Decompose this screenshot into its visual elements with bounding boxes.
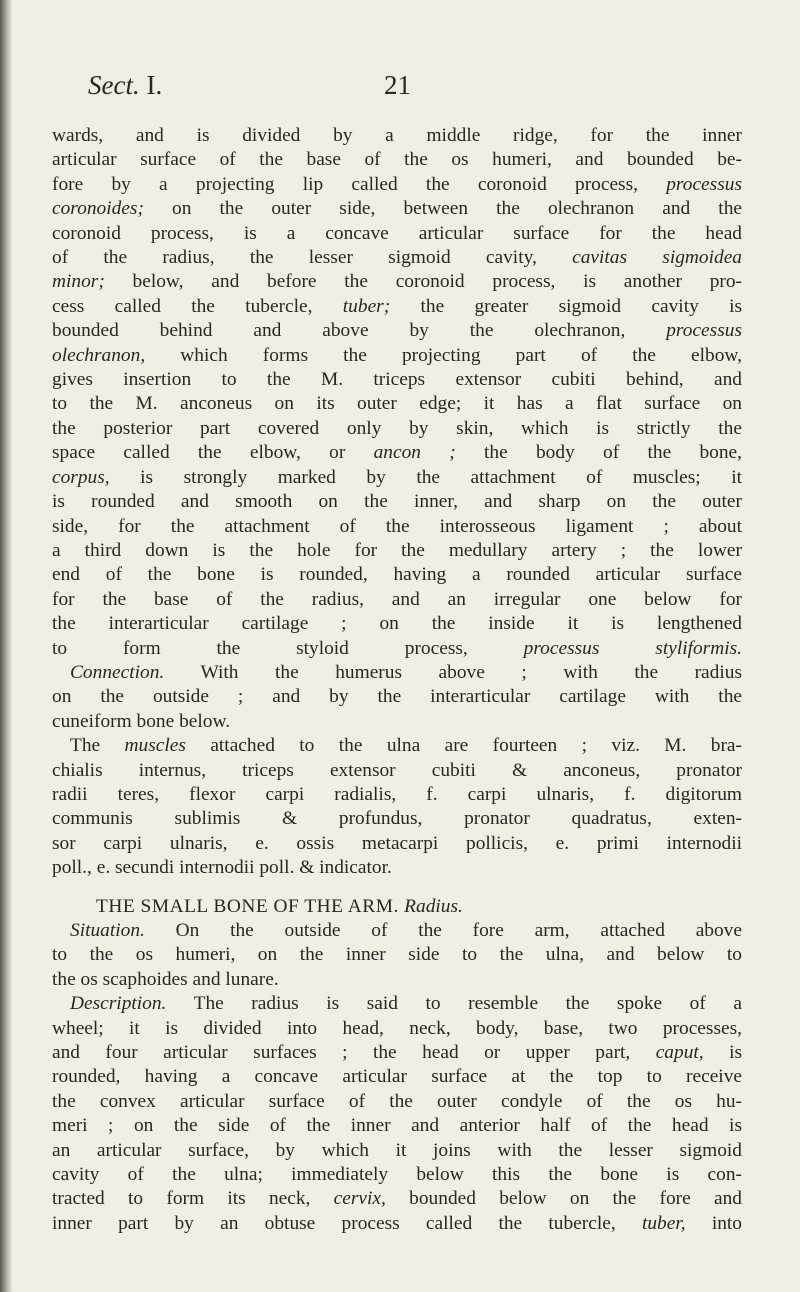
text-run: the body of the bone,: [455, 442, 743, 464]
text-line: [52, 515, 742, 539]
paragraph-gap: [52, 881, 742, 895]
text-line: [52, 490, 742, 514]
text-run: to form the styloid process,: [52, 637, 524, 659]
text-run: tracted to form its neck,: [52, 1188, 334, 1210]
text-run: end of the bone is rounded, having a rounded articular surface: [52, 564, 742, 586]
text-line: [52, 1163, 742, 1187]
text-line: [52, 563, 742, 587]
text-line: [52, 173, 742, 197]
italic-term: tuber,: [641, 1212, 686, 1234]
text-run: On the outside of the fore arm, attached above: [144, 920, 742, 941]
text-line: [52, 919, 742, 943]
text-line: [52, 783, 742, 807]
text-line: [52, 124, 742, 148]
text-line: [52, 807, 742, 831]
text-run: a third down is the hole for the medullary artery ; the lower: [52, 539, 742, 561]
text-run: is: [703, 1042, 743, 1064]
text-line: [52, 246, 742, 270]
page-binding-edge: [0, 0, 12, 1292]
page-number: 21: [384, 70, 411, 100]
section-label: Sect. I.: [88, 70, 163, 100]
text-line: [52, 710, 742, 734]
text-run: cess called the tubercle,: [52, 295, 343, 317]
text-run: poll., e. secundi internodii poll. & indicator.: [52, 857, 392, 879]
text-line: [52, 222, 742, 246]
italic-term: olechranon,: [52, 344, 146, 366]
text-run: bounded behind and above by the olechranon,: [52, 320, 667, 342]
italic-term: minor;: [52, 271, 105, 293]
italic-term: processus: [666, 320, 742, 342]
text-run: the os scaphoides and lunare.: [52, 968, 279, 990]
text-line: [52, 1187, 742, 1211]
text-line: [52, 417, 742, 441]
text-run: on the outside ; and by the interarticular cartilage with the: [52, 686, 742, 708]
text-line: [52, 270, 742, 294]
text-run: the posterior part covered only by skin, which is strictly the: [52, 417, 742, 439]
italic-term: Situation.: [70, 920, 145, 941]
text-line: [52, 1212, 742, 1236]
text-run: sor carpi ulnaris, e. ossis metacarpi pollicis, e. primi internodii: [52, 832, 742, 854]
text-run: the convex articular surface of the outer condyle of the os hu-: [52, 1090, 742, 1112]
italic-term: cavitas sigmoidea: [572, 247, 742, 269]
text-run: side, for the attachment of the interosseous ligament ; about: [52, 515, 742, 537]
italic-term: Connection.: [70, 661, 165, 683]
italic-term: cervix,: [333, 1188, 386, 1210]
text-line: [52, 1139, 742, 1163]
text-line: [52, 943, 742, 967]
italic-term: tuber;: [342, 295, 391, 317]
italic-term: processus styliformis.: [523, 637, 743, 659]
text-line: [52, 539, 742, 563]
text-line: [52, 588, 742, 612]
italic-term: coronoides;: [52, 198, 144, 220]
text-line: [52, 295, 742, 319]
italic-term: caput,: [655, 1042, 704, 1064]
text-line: [52, 1017, 742, 1041]
text-line: [52, 612, 742, 636]
text-run: The: [70, 735, 125, 757]
text-run: the interarticular cartilage ; on the inside it is lengthened: [52, 613, 742, 635]
text-line: [52, 832, 742, 856]
text-line: [52, 637, 742, 661]
text-run: an articular surface, by which it joins with the lesser sigmoid: [52, 1139, 742, 1161]
text-run: wards, and is divided by a middle ridge, for the inner: [52, 125, 742, 146]
text-run: rounded, having a concave articular surface at the top to receive: [52, 1066, 742, 1088]
italic-term: Radius.: [404, 895, 463, 917]
text-line: [52, 759, 742, 783]
text-run: articular surface of the base of the os humeri, and bounded be-: [52, 149, 742, 171]
text-run: inner part by an obtuse process called the tubercle,: [52, 1212, 642, 1234]
text-run: attached to the ulna are fourteen ; viz. M. bra-: [185, 735, 742, 757]
text-run: meri ; on the side of the inner and anterior half of the head is: [52, 1115, 742, 1137]
italic-term: Description.: [70, 993, 167, 1015]
text-run: radii teres, flexor carpi radialis, f. carpi ulnaris, f. digitorum: [52, 783, 742, 805]
text-run: to the M. anconeus on its outer edge; it has a flat surface on: [52, 393, 742, 415]
text-run: The radius is said to resemble the spoke of a: [166, 993, 742, 1015]
text-run: is rounded and smooth on the inner, and sharp on the outer: [52, 491, 742, 513]
text-line: [52, 685, 742, 709]
text-run: the greater sigmoid cavity is: [390, 295, 743, 317]
text-line: [52, 895, 742, 919]
text-line: [52, 661, 742, 685]
text-run: fore by a projecting lip called the coronoid process,: [52, 173, 667, 195]
text-line: [52, 1065, 742, 1089]
page-body-text: [52, 124, 742, 1236]
text-line: [52, 992, 742, 1016]
text-run: With the humerus above ; with the radius: [164, 661, 742, 683]
text-line: [52, 1090, 742, 1114]
text-run: to the os humeri, on the inner side to the ulna, and below to: [52, 944, 742, 966]
italic-term: ancon ;: [373, 442, 456, 464]
text-run: and four articular surfaces ; the head or upper part,: [52, 1042, 656, 1064]
italic-term: corpus,: [52, 466, 110, 488]
italic-term: processus: [666, 173, 742, 195]
text-line: [52, 856, 742, 880]
italic-term: muscles: [124, 735, 186, 757]
text-line: [52, 344, 742, 368]
text-line: [52, 1114, 742, 1138]
text-line: [52, 392, 742, 416]
text-run: cuneiform bone below.: [52, 710, 231, 732]
text-line: [52, 197, 742, 221]
text-line: [52, 968, 742, 992]
text-line: [52, 368, 742, 392]
text-line: [52, 441, 742, 465]
running-header: [88, 70, 738, 110]
text-line: [52, 319, 742, 343]
text-run: for the base of the radius, and an irregular one below for: [52, 588, 742, 610]
text-run: THE SMALL BONE OF THE ARM.: [96, 895, 405, 917]
text-line: [52, 734, 742, 758]
text-run: gives insertion to the M. triceps extensor cubiti behind, and: [52, 369, 742, 391]
text-line: [52, 466, 742, 490]
text-run: chialis internus, triceps extensor cubiti & anconeus, pronator: [52, 759, 742, 781]
text-line: [52, 148, 742, 172]
text-run: below, and before the coronoid process, is another pro-: [104, 271, 742, 293]
text-run: of the radius, the lesser sigmoid cavity,: [52, 247, 573, 269]
text-run: cavity of the ulna; immediately below this the bone is con-: [52, 1164, 742, 1186]
text-run: on the outer side, between the olechranon and the: [143, 198, 742, 220]
text-run: wheel; it is divided into head, neck, body, base, two processes,: [52, 1017, 742, 1039]
text-run: coronoid process, is a concave articular surface for the head: [52, 222, 742, 244]
text-run: communis sublimis & profundus, pronator quadratus, exten-: [52, 808, 742, 830]
text-run: space called the elbow, or: [52, 442, 374, 464]
text-run: bounded below on the fore and: [385, 1188, 742, 1210]
text-run: which forms the projecting part of the elbow,: [145, 344, 742, 366]
text-run: into: [685, 1212, 743, 1234]
text-line: [52, 1041, 742, 1065]
text-run: is strongly marked by the attachment of muscles; it: [109, 466, 742, 488]
